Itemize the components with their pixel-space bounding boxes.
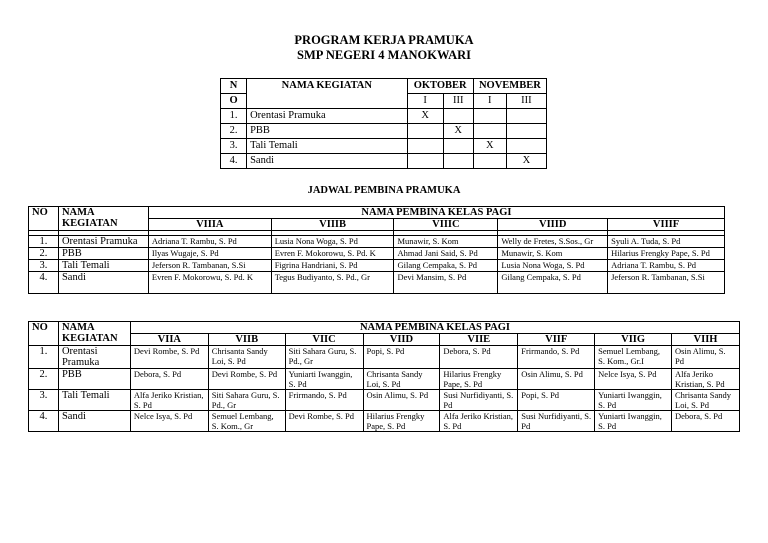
cell: Yuniarti Iwanggin, S. Pd — [285, 369, 363, 390]
row-no: 1. — [29, 236, 59, 248]
cell: Lusia Nona Woga, S. Pd — [271, 236, 394, 248]
cell: Figrina Handriani, S. Pd — [271, 260, 394, 272]
mark: X — [407, 109, 443, 124]
mark — [506, 109, 546, 124]
cell: Hilarius Frengky Pape, S. Pd — [608, 248, 725, 260]
doc-title: PROGRAM KERJA PRAMUKA — [294, 33, 474, 47]
row-no: 3. — [29, 260, 59, 272]
jadwal-viii-table — [28, 206, 725, 294]
no-header-2: O — [221, 94, 247, 109]
no-header: NO — [29, 322, 59, 346]
cell: Debora, S. Pd — [672, 411, 740, 432]
row-name: Sandi — [247, 154, 407, 169]
cell: Osin Alimu, S. Pd — [672, 346, 740, 369]
row-no: 4. — [221, 154, 247, 169]
class-header: VIIH — [672, 334, 740, 346]
table-row — [29, 369, 740, 390]
cell: Syuli A. Tuda, S. Pd — [608, 236, 725, 248]
class-header: VIID — [363, 334, 440, 346]
cell: Evren F. Mokorowu, S. Pd. K — [148, 272, 271, 294]
cell: Jeferson R. Tambanan, S.Si — [148, 260, 271, 272]
class-header: VIIID — [498, 219, 608, 231]
class-header: VIIA — [130, 334, 208, 346]
row-name: Sandi — [58, 411, 130, 432]
cell: Hilarius Frengky Pape, S. Pd — [363, 411, 440, 432]
cell: Lusia Nona Woga, S. Pd — [498, 260, 608, 272]
row-no: 2. — [221, 124, 247, 139]
cell: Devi Rombe, S. Pd — [208, 369, 285, 390]
group-header: NAMA PEMBINA KELAS PAGI — [130, 322, 739, 334]
cell: Frirmando, S. Pd — [285, 390, 363, 411]
mark — [473, 109, 506, 124]
cell: Nelce Isya, S. Pd — [595, 369, 672, 390]
cell: Ilyas Wugaje, S. Pd — [148, 248, 271, 260]
doc-subtitle: SMP NEGERI 4 MANOKWARI — [297, 48, 471, 62]
mark — [443, 139, 473, 154]
cell: Welly de Fretes, S.Sos., Gr — [498, 236, 608, 248]
cell: Siti Sahara Guru, S. Pd., Gr — [285, 346, 363, 369]
cell: Chrisanta Sandy Loi, S. Pd — [363, 369, 440, 390]
class-header: VIIB — [208, 334, 285, 346]
week-header: I — [473, 94, 506, 109]
cell: Devi Mansim, S. Pd — [394, 272, 498, 294]
mark — [407, 139, 443, 154]
row-no: 2. — [29, 248, 59, 260]
mark — [407, 124, 443, 139]
kegiatan-header: NAMA KEGIATAN — [247, 79, 407, 109]
class-header: VIIC — [285, 334, 363, 346]
cell: Devi Rombe, S. Pd — [130, 346, 208, 369]
week-header: I — [407, 94, 443, 109]
cell: Devi Rombe, S. Pd — [285, 411, 363, 432]
week-header: III — [506, 94, 546, 109]
kegiatan-header: NAMA KEGIATAN — [58, 207, 148, 231]
program-table — [220, 78, 547, 169]
row-name: Tali Temali — [247, 139, 407, 154]
no-header: N — [221, 79, 247, 94]
class-header: VIIF — [518, 334, 595, 346]
cell: Alfa Jeriko Kristian, S. Pd — [130, 390, 208, 411]
class-header: VIIIC — [394, 219, 498, 231]
cell: Susi Nurfidiyanti, S. Pd — [440, 390, 518, 411]
cell: Adriana T. Rambu, S. Pd — [148, 236, 271, 248]
jadwal-title: JADWAL PEMBINA PRAMUKA — [307, 185, 461, 196]
cell: Siti Sahara Guru, S. Pd., Gr — [208, 390, 285, 411]
cell: Chrisanta Sandy Loi, S. Pd — [208, 346, 285, 369]
table-row — [29, 346, 740, 369]
row-name: Orentasi Pramuka — [58, 346, 130, 369]
table-row — [221, 109, 547, 124]
table-row — [29, 272, 725, 294]
row-name: PBB — [58, 369, 130, 390]
week-header: III — [443, 94, 473, 109]
cell: Evren F. Mokorowu, S. Pd. K — [271, 248, 394, 260]
row-name: Orentasi Pramuka — [247, 109, 407, 124]
cell: Yuniarti Iwanggin, S. Pd — [595, 390, 672, 411]
row-no: 4. — [29, 411, 59, 432]
cell: Osin Alimu, S. Pd — [518, 369, 595, 390]
mark: X — [473, 139, 506, 154]
table-row — [29, 411, 740, 432]
table-row — [29, 236, 725, 248]
cell: Munawir, S. Kom — [394, 236, 498, 248]
cell: Debora, S. Pd — [130, 369, 208, 390]
cell: Popi, S. Pd — [518, 390, 595, 411]
row-no: 1. — [29, 346, 59, 369]
row-name: Sandi — [58, 272, 148, 294]
mark — [506, 139, 546, 154]
mark — [473, 124, 506, 139]
cell: Ahmad Jani Said, S. Pd — [394, 248, 498, 260]
mark — [473, 154, 506, 169]
cell: Adriana T. Rambu, S. Pd — [608, 260, 725, 272]
cell: Alfa Jeriko Kristian, S. Pd — [440, 411, 518, 432]
row-name: PBB — [247, 124, 407, 139]
row-no: 1. — [221, 109, 247, 124]
row-name: PBB — [58, 248, 148, 260]
mark — [407, 154, 443, 169]
class-header: VIIG — [595, 334, 672, 346]
cell: Munawir, S. Kom — [498, 248, 608, 260]
row-no: 4. — [29, 272, 59, 294]
cell: Popi, S. Pd — [363, 346, 440, 369]
mark — [443, 109, 473, 124]
cell: Hilarius Frengky Pape, S. Pd — [440, 369, 518, 390]
table-row — [221, 139, 547, 154]
table-row — [29, 260, 725, 272]
cell: Tegus Budiyanto, S. Pd., Gr — [271, 272, 394, 294]
cell: Debora, S. Pd — [440, 346, 518, 369]
row-name: Tali Temali — [58, 260, 148, 272]
cell: Susi Nurfidiyanti, S. Pd — [518, 411, 595, 432]
jadwal-vii-table — [28, 321, 740, 432]
cell: Chrisanta Sandy Loi, S. Pd — [672, 390, 740, 411]
row-name: Tali Temali — [58, 390, 130, 411]
row-name: Orentasi Pramuka — [58, 236, 148, 248]
class-header: VIIIB — [271, 219, 394, 231]
cell: Nelce Isya, S. Pd — [130, 411, 208, 432]
cell: Jeferson R. Tambanan, S.Si — [608, 272, 725, 294]
class-header: VIIE — [440, 334, 518, 346]
cell: Alfa Jeriko Kristian, S. Pd — [672, 369, 740, 390]
no-header: NO — [29, 207, 59, 231]
mark — [443, 154, 473, 169]
group-header: NAMA PEMBINA KELAS PAGI — [148, 207, 724, 219]
cell: Yuniarti Iwanggin, S. Pd — [595, 411, 672, 432]
class-header: VIIIA — [148, 219, 271, 231]
row-no: 3. — [29, 390, 59, 411]
cell: Gilang Cempaka, S. Pd — [498, 272, 608, 294]
mark — [506, 124, 546, 139]
class-header: VIIIF — [608, 219, 725, 231]
cell: Semuel Lembang, S. Kom., Gr — [208, 411, 285, 432]
table-row — [29, 390, 740, 411]
cell: Semuel Lembang, S. Kom., Gr.I — [595, 346, 672, 369]
kegiatan-header: NAMA KEGIATAN — [58, 322, 130, 346]
november-header: NOVEMBER — [473, 79, 546, 94]
cell: Osin Alimu, S. Pd — [363, 390, 440, 411]
row-no: 2. — [29, 369, 59, 390]
mark: X — [506, 154, 546, 169]
table-row — [29, 248, 725, 260]
table-row — [221, 124, 547, 139]
cell: Frirmando, S. Pd — [518, 346, 595, 369]
table-row — [221, 154, 547, 169]
row-no: 3. — [221, 139, 247, 154]
cell: Gilang Cempaka, S. Pd — [394, 260, 498, 272]
mark: X — [443, 124, 473, 139]
oktober-header: OKTOBER — [407, 79, 473, 94]
